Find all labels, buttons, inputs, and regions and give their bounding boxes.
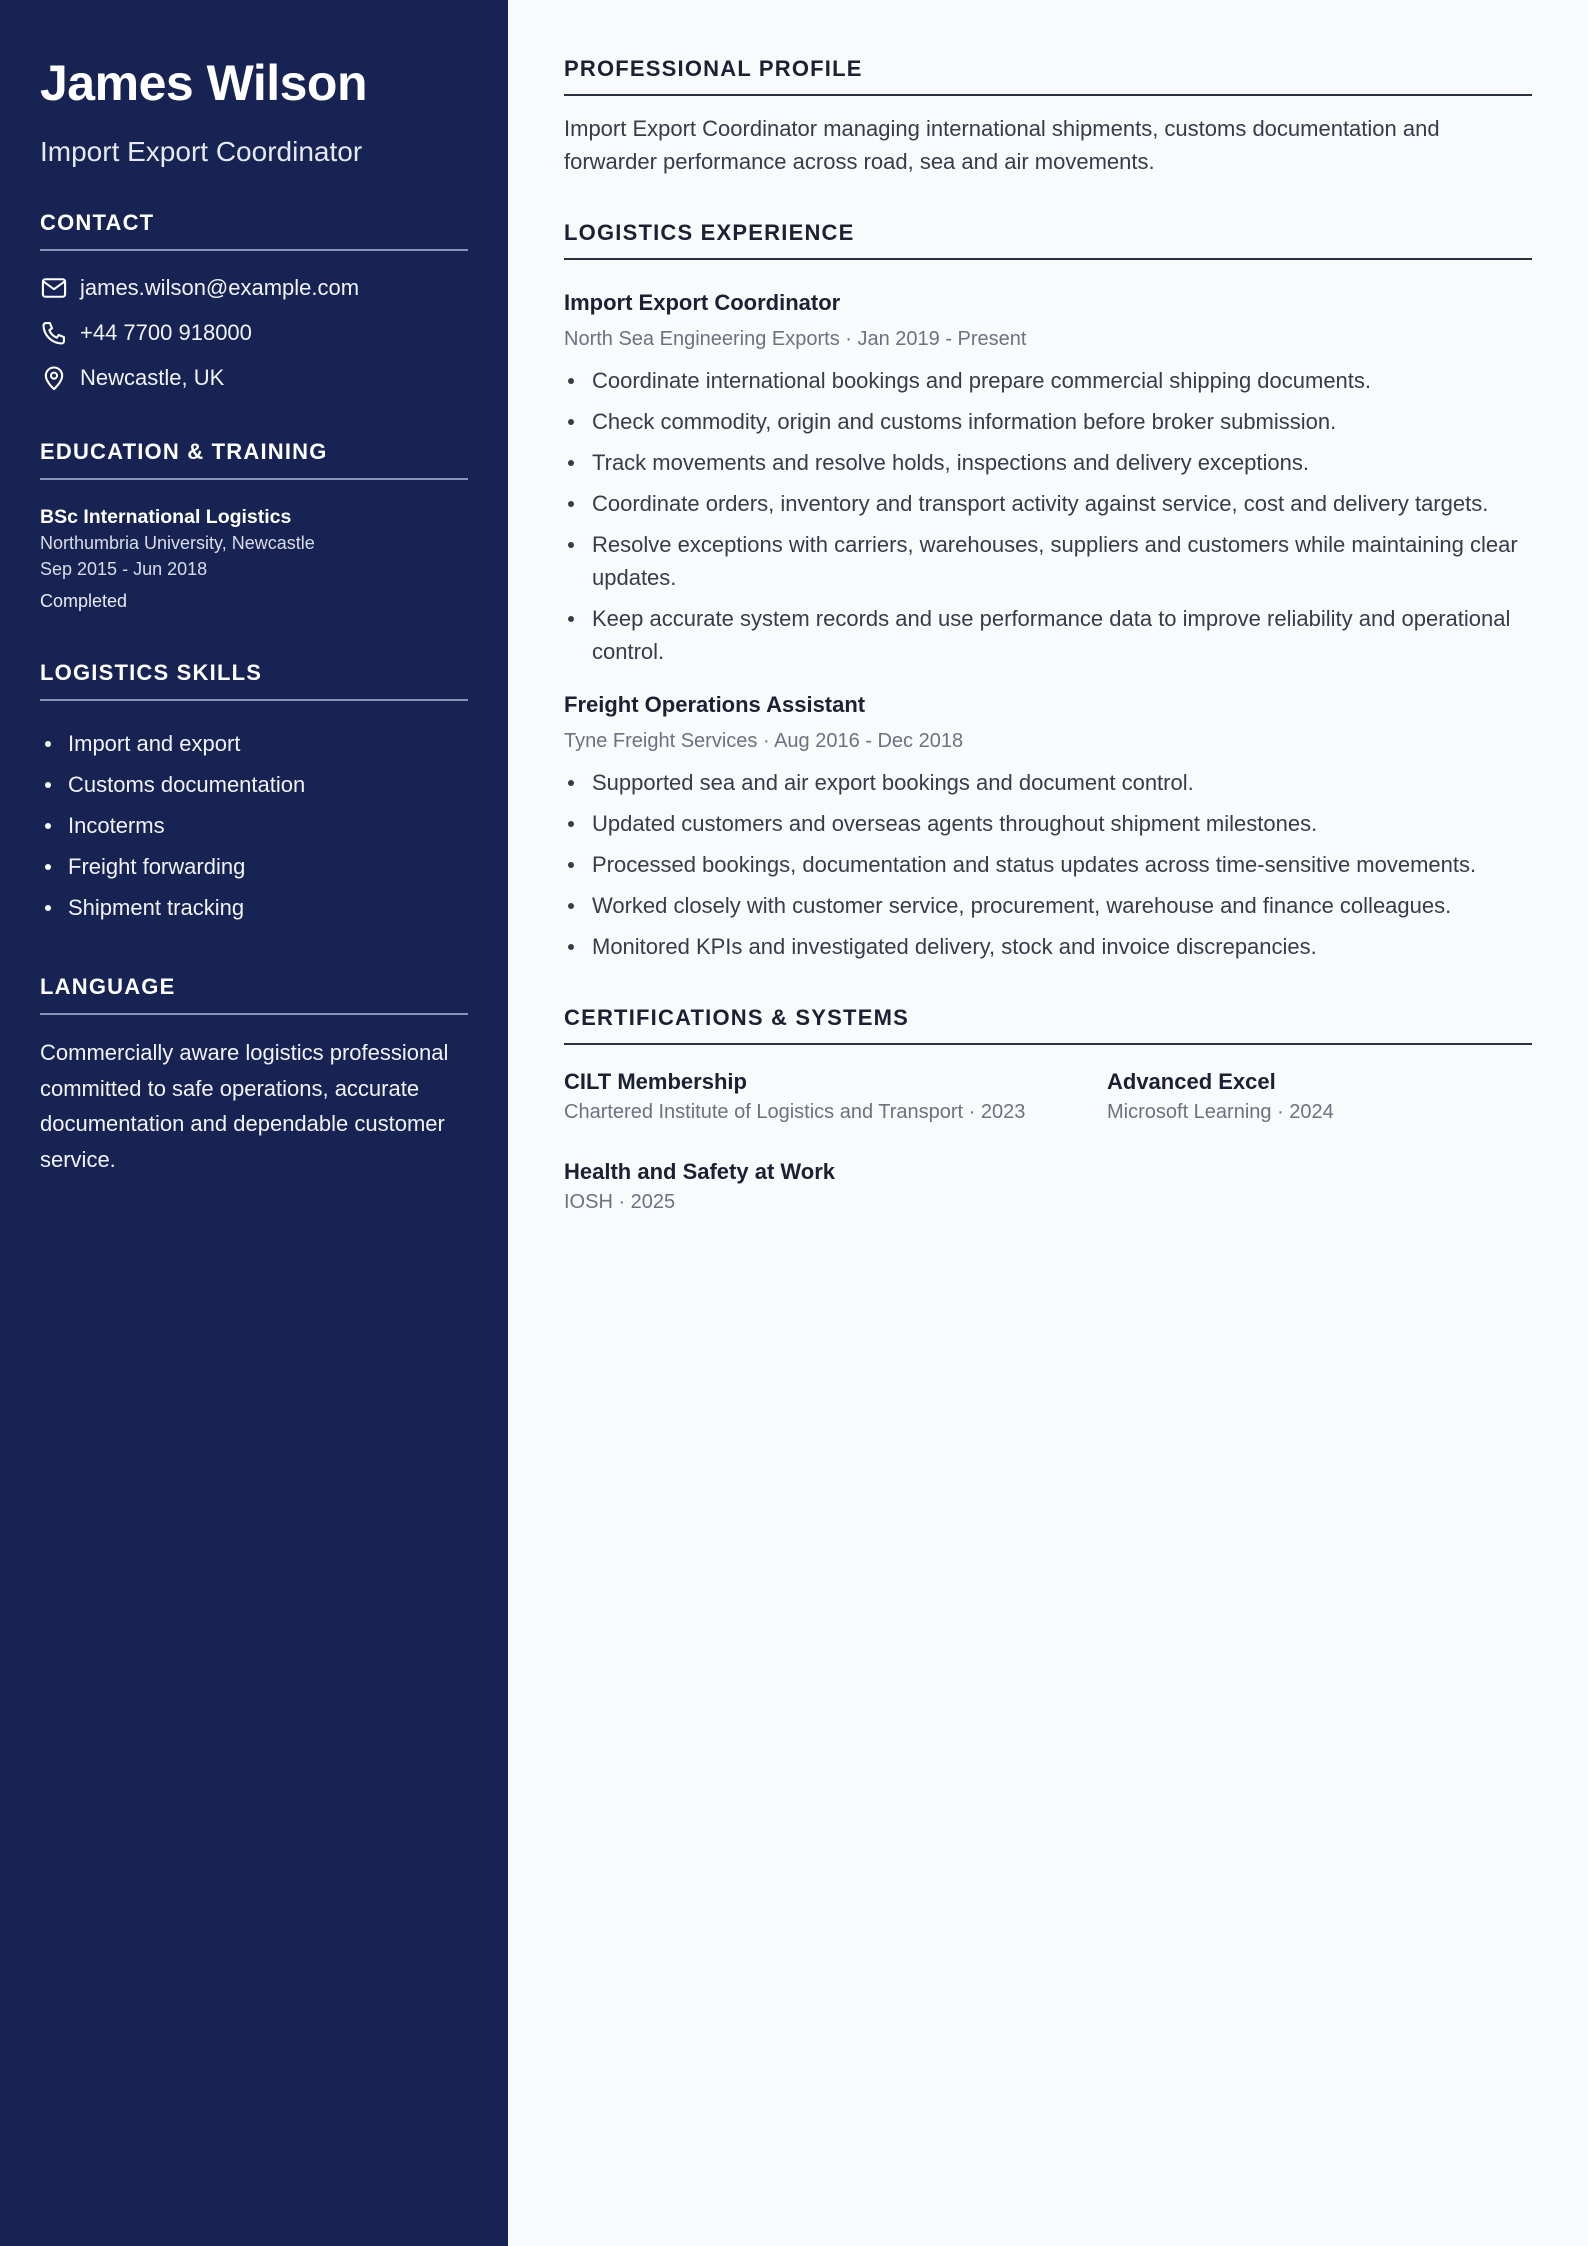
certification-name: CILT Membership [564, 1069, 747, 1094]
education-dates: Sep 2015 - Jun 2018 [40, 559, 208, 579]
education-degree: BSc International Logistics [40, 506, 292, 528]
job-bullet: Monitored KPIs and investigated delivery, stock and invoice discrepancies. [564, 930, 1532, 963]
certifications-grid [564, 1067, 1532, 1217]
job-bullet: Supported sea and air export bookings and document control. [564, 766, 1532, 799]
experience-section [564, 220, 1532, 963]
profile-text: Import Export Coordinator managing international shipments, customs documentation and forwarder performance across road, sea and air movements. [564, 116, 1440, 174]
certification-meta: Chartered Institute of Logistics and Transport · 2023 [564, 1101, 1026, 1123]
contact-email[interactable] [40, 273, 468, 303]
education-status: Completed [40, 591, 128, 611]
location-text: Newcastle, UK [80, 365, 225, 390]
job-bullet: Coordinate international bookings and prepare commercial shipping documents. [564, 364, 1532, 397]
skill-item: Import and export [40, 723, 468, 764]
certification-item [1107, 1067, 1532, 1127]
profile-heading: PROFESSIONAL PROFILE [564, 56, 1532, 96]
email-text: james.wilson@example.com [80, 275, 360, 300]
job-bullets [564, 766, 1532, 963]
contact-phone[interactable] [40, 318, 468, 348]
job-bullet: Updated customers and overseas agents throughout shipment milestones. [564, 807, 1532, 840]
job-bullet: Resolve exceptions with carriers, warehouses, suppliers and customers while maintaining clear updates. [564, 528, 1532, 594]
candidate-name: James Wilson [40, 55, 368, 111]
contact-heading: CONTACT [40, 210, 468, 251]
job-bullet: Processed bookings, documentation and status updates across time-sensitive movements. [564, 848, 1532, 881]
phone-text: +44 7700 918000 [80, 320, 252, 345]
skills-list [40, 723, 468, 928]
certification-item [564, 1067, 1107, 1127]
certification-name: Health and Safety at Work [564, 1159, 835, 1184]
education-heading: EDUCATION & TRAINING [40, 439, 468, 480]
job-bullet: Keep accurate system records and use performance data to improve reliability and operational control. [564, 602, 1532, 668]
certification-meta: Microsoft Learning · 2024 [1107, 1101, 1334, 1123]
skill-item: Incoterms [40, 805, 468, 846]
certification-meta: IOSH · 2025 [564, 1191, 676, 1213]
job-bullets [564, 364, 1532, 668]
job-entry [564, 288, 1532, 668]
job-bullet: Track movements and resolve holds, inspections and delivery exceptions. [564, 446, 1532, 479]
job-entry [564, 690, 1532, 963]
mail-icon [40, 274, 68, 302]
certifications-heading: CERTIFICATIONS & SYSTEMS [564, 1005, 1532, 1045]
profile-section [564, 56, 1532, 178]
skills-heading: LOGISTICS SKILLS [40, 660, 468, 701]
certification-name: Advanced Excel [1107, 1069, 1276, 1094]
job-bullet: Check commodity, origin and customs information before broker submission. [564, 405, 1532, 438]
experience-heading: LOGISTICS EXPERIENCE [564, 220, 1532, 260]
job-bullet: Coordinate orders, inventory and transport activity against service, cost and delivery targets. [564, 487, 1532, 520]
language-text: Commercially aware logistics professional committed to safe operations, accurate documentation and dependable customer service. [40, 1040, 449, 1172]
certification-item [564, 1157, 1107, 1217]
certifications-section [564, 1005, 1532, 1217]
education-institution: Northumbria University, Newcastle [40, 533, 315, 553]
phone-icon [40, 319, 68, 347]
skill-item: Shipment tracking [40, 887, 468, 928]
skill-item: Freight forwarding [40, 846, 468, 887]
job-meta: Tyne Freight Services · Aug 2016 - Dec 2018 [564, 730, 964, 752]
language-section [40, 974, 468, 1177]
job-title: Import Export Coordinator [564, 290, 841, 315]
contact-list [40, 273, 468, 393]
main-content [508, 0, 1588, 2246]
contact-location [40, 363, 468, 393]
language-heading: LANGUAGE [40, 974, 468, 1015]
candidate-role: Import Export Coordinator [40, 136, 363, 167]
job-title: Freight Operations Assistant [564, 692, 866, 717]
sidebar [0, 0, 508, 2246]
skills-section [40, 660, 468, 928]
skill-item: Customs documentation [40, 764, 468, 805]
location-pin-icon [40, 364, 68, 392]
contact-section [40, 210, 468, 393]
education-section [40, 439, 468, 614]
job-meta: North Sea Engineering Exports · Jan 2019 - Present [564, 328, 1027, 350]
job-bullet: Worked closely with customer service, procurement, warehouse and finance colleagues. [564, 889, 1532, 922]
